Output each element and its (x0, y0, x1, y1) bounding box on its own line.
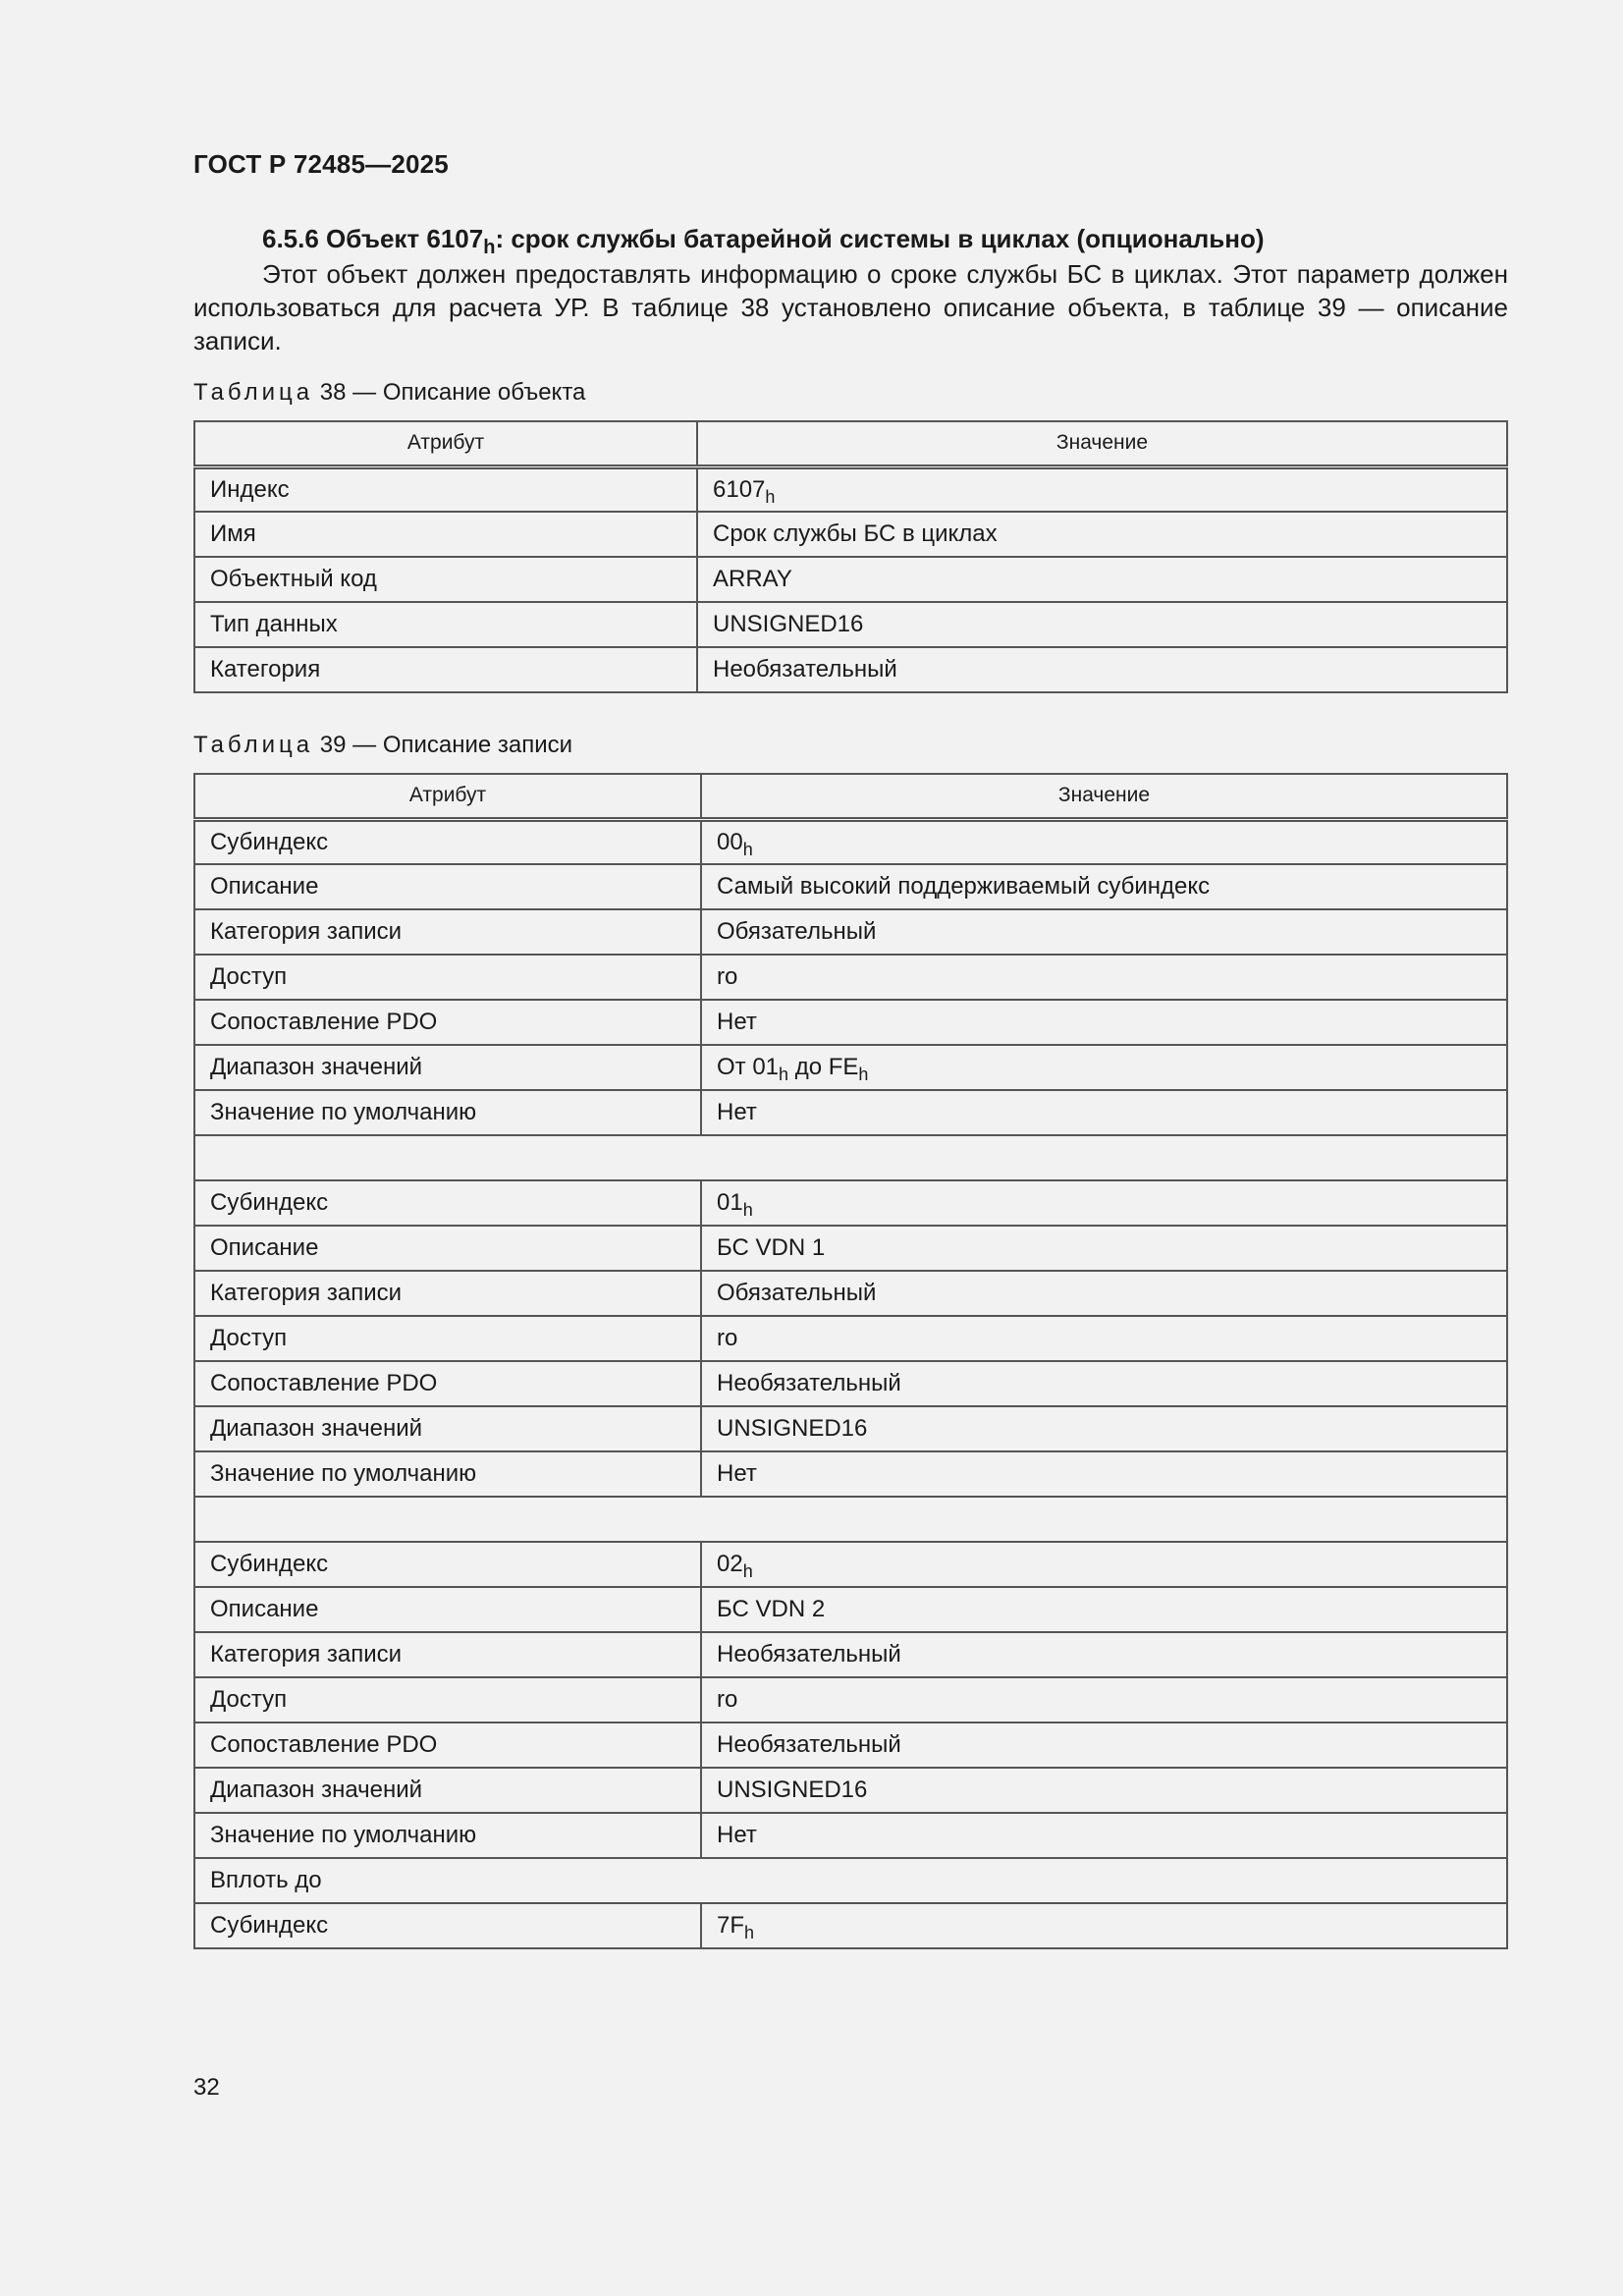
attribute-cell: Диапазон значений (194, 1768, 701, 1813)
table39-caption (193, 732, 572, 759)
attribute-cell: Доступ (194, 1316, 701, 1361)
value-text: ro (717, 1686, 738, 1713)
attribute-cell: Значение по умолчанию (194, 1813, 701, 1858)
value-cell (701, 909, 1507, 955)
attribute-cell: Диапазон значений (194, 1045, 701, 1090)
attribute-cell: Объектный код (194, 557, 697, 602)
value-text: Обязательный (717, 918, 877, 945)
value-text: БС VDN 1 (717, 1234, 826, 1261)
attribute-cell: Субиндекс (194, 1542, 701, 1587)
header-attribute: Атрибут (194, 774, 701, 819)
attribute-cell: Доступ (194, 1677, 701, 1722)
table-row (194, 557, 1507, 602)
table-row (194, 1271, 1507, 1316)
attribute-cell: Категория записи (194, 1271, 701, 1316)
attribute-cell: Категория записи (194, 1632, 701, 1677)
table39-caption-word: Таблица (193, 732, 314, 758)
value-cell (701, 1271, 1507, 1316)
header-value: Значение (701, 774, 1507, 819)
table-row (194, 1090, 1507, 1135)
table-row (194, 1677, 1507, 1722)
table-row (194, 1858, 1507, 1903)
value-subscript: h (742, 1200, 753, 1220)
attribute-cell: Сопоставление PDO (194, 1722, 701, 1768)
value-cell (701, 1090, 1507, 1135)
table-row (194, 1000, 1507, 1045)
attribute-cell: Субиндекс (194, 1180, 701, 1226)
table38-caption-word: Таблица (193, 379, 314, 406)
document-id: ГОСТ Р 72485—2025 (193, 149, 449, 179)
attribute-cell: Сопоставление PDO (194, 1361, 701, 1406)
table-row (194, 602, 1507, 647)
table-row (194, 819, 1507, 864)
value-text: Самый высокий поддерживаемый субиндекс (717, 873, 1211, 900)
value-text: Необязательный (717, 1731, 901, 1758)
value-text: 6107 (713, 475, 766, 503)
section-paragraph (193, 257, 1508, 357)
value-cell (697, 647, 1507, 692)
table-row (194, 1768, 1507, 1813)
value-cell (701, 1768, 1507, 1813)
header-value: Значение (697, 421, 1507, 466)
table-row (194, 864, 1507, 909)
value-text: ARRAY (713, 566, 792, 592)
table-row (194, 909, 1507, 955)
value-cell (701, 1813, 1507, 1858)
table38 (193, 420, 1508, 693)
table-row (194, 647, 1507, 692)
attribute-cell: Сопоставление PDO (194, 1000, 701, 1045)
blank-separator-cell (194, 1135, 1507, 1180)
header-attribute: Атрибут (194, 421, 697, 466)
section-title-rest: : срок службы батарейной системы в циклах (опционально) (495, 224, 1265, 253)
value-cell (701, 1361, 1507, 1406)
table-row (194, 1361, 1507, 1406)
value-cell (701, 819, 1507, 864)
value-cell (697, 602, 1507, 647)
table-header-row (194, 774, 1507, 819)
value-text: БС VDN 2 (717, 1596, 826, 1622)
table-row (194, 1451, 1507, 1497)
value-text: UNSIGNED16 (717, 1777, 868, 1803)
value-cell (697, 466, 1507, 512)
attribute-cell: Тип данных (194, 602, 697, 647)
table-row (194, 1135, 1507, 1180)
value-cell (701, 1316, 1507, 1361)
value-text: Нет (717, 1460, 757, 1487)
table-row (194, 1813, 1507, 1858)
value-text: Нет (717, 1099, 757, 1125)
table-row (194, 1632, 1507, 1677)
table-row (194, 1497, 1507, 1542)
value-text: Необязательный (713, 656, 897, 683)
table-row (194, 1316, 1507, 1361)
table38-caption-text: 38 — Описание объекта (319, 379, 586, 406)
value-cell (701, 1000, 1507, 1045)
value-cell (701, 1180, 1507, 1226)
attribute-cell: Значение по умолчанию (194, 1451, 701, 1497)
paragraph-text: Этот объект должен предоставлять информацию о сроке службы БС в циклах. Этот параметр должен использоваться для расчета УР. В таблице 38 установлено описание объекта, в таблице 39 — описание записи. (193, 259, 1508, 355)
value-cell (701, 1677, 1507, 1722)
page-number: 32 (193, 2074, 220, 2101)
section-title-main: 6.5.6 Объект 6107 (262, 224, 484, 253)
value-cell (701, 1722, 1507, 1768)
table39 (193, 773, 1508, 1949)
table-row (194, 1226, 1507, 1271)
attribute-cell: Описание (194, 1587, 701, 1632)
value-subscript: h (765, 486, 776, 507)
table-row (194, 1587, 1507, 1632)
table-row (194, 466, 1507, 512)
value-cell (701, 955, 1507, 1000)
table-row (194, 1903, 1507, 1948)
value-text: От 01 (717, 1054, 780, 1080)
blank-separator-cell (194, 1497, 1507, 1542)
value-text: UNSIGNED16 (713, 611, 864, 637)
section-title (262, 224, 1265, 258)
table-header-row (194, 421, 1507, 466)
attribute-cell: Индекс (194, 466, 697, 512)
table-row (194, 955, 1507, 1000)
value-subscript: h (742, 839, 753, 859)
value-cell (701, 1451, 1507, 1497)
value-text: 01 (717, 1189, 743, 1216)
value-text-continued: до FE (788, 1054, 859, 1080)
value-text: 7F (717, 1912, 745, 1939)
value-text: 02 (717, 1551, 743, 1577)
value-text: ro (717, 1325, 738, 1351)
attribute-cell: Значение по умолчанию (194, 1090, 701, 1135)
value-text: 00 (717, 828, 743, 855)
table-row (194, 1542, 1507, 1587)
value-text: Нет (717, 1009, 757, 1035)
attribute-cell: Описание (194, 864, 701, 909)
value-text: ro (717, 963, 738, 990)
value-cell (701, 1542, 1507, 1587)
value-cell (701, 1903, 1507, 1948)
attribute-cell: Субиндекс (194, 819, 701, 864)
value-text: UNSIGNED16 (717, 1415, 868, 1442)
attribute-cell: Категория записи (194, 909, 701, 955)
value-subscript: h (742, 1561, 753, 1581)
table39-caption-text: 39 — Описание записи (319, 732, 573, 758)
value-text: Обязательный (717, 1280, 877, 1306)
attribute-cell: Диапазон значений (194, 1406, 701, 1451)
value-text: Необязательный (717, 1641, 901, 1667)
value-subscript: h (779, 1065, 789, 1084)
table-row (194, 1180, 1507, 1226)
section-title-subscript: h (483, 237, 496, 258)
attribute-cell: Описание (194, 1226, 701, 1271)
value-subscript: h (744, 1923, 755, 1942)
value-subscript: h (858, 1065, 869, 1084)
spanning-cell: Вплоть до (194, 1858, 1507, 1903)
table38-caption (193, 379, 585, 407)
value-cell (701, 1045, 1507, 1090)
value-cell (701, 1406, 1507, 1451)
value-text: Необязательный (717, 1370, 901, 1396)
value-text: Срок службы БС в циклах (713, 520, 998, 547)
value-cell (701, 864, 1507, 909)
table-row (194, 512, 1507, 557)
table-row (194, 1045, 1507, 1090)
value-cell (701, 1226, 1507, 1271)
value-cell (701, 1587, 1507, 1632)
table-row (194, 1406, 1507, 1451)
value-cell (697, 557, 1507, 602)
value-cell (701, 1632, 1507, 1677)
value-cell (697, 512, 1507, 557)
value-text: Нет (717, 1822, 757, 1848)
attribute-cell: Имя (194, 512, 697, 557)
attribute-cell: Категория (194, 647, 697, 692)
attribute-cell: Доступ (194, 955, 701, 1000)
attribute-cell: Субиндекс (194, 1903, 701, 1948)
table-row (194, 1722, 1507, 1768)
